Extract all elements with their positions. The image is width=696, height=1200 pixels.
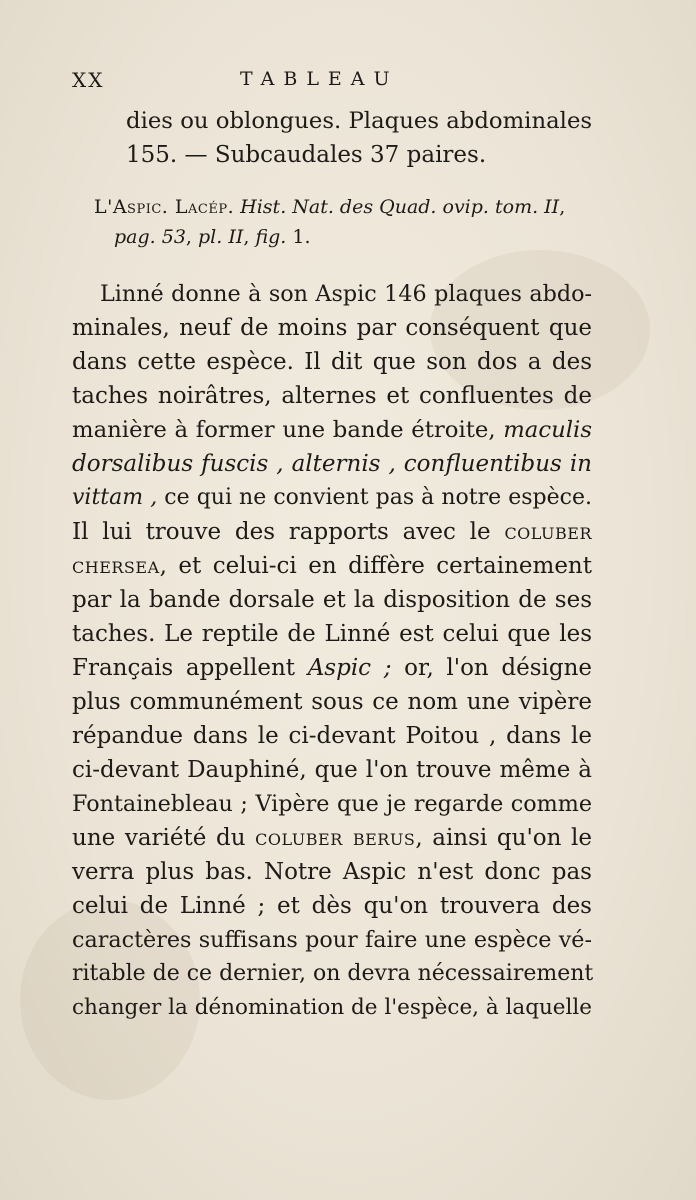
text-line: Linné donne à son Aspic 146 plaques abdo-: [100, 281, 592, 307]
text-line: [72, 651, 592, 685]
text-line: verra plus bas. Notre Aspic n'est donc pas: [72, 859, 592, 885]
text-line: celui de Linné ; et dès qu'on trouvera des: [72, 893, 592, 919]
citation-line: [94, 192, 582, 222]
text-line: taches. Le reptile de Linné est celui que les: [72, 621, 592, 647]
text-line: ritable de ce dernier, on devra nécessairement: [72, 961, 594, 986]
text-run: Français appellent: [72, 655, 296, 681]
citation-separator: ,: [243, 226, 250, 248]
text-line: [72, 413, 592, 447]
text-line: minales, neuf de moins par conséquent que: [72, 315, 592, 341]
text-run: une variété du: [72, 825, 246, 851]
citation-separator: ,: [559, 196, 566, 218]
text-run: Il lui trouve des rapports avec le: [72, 519, 491, 545]
text-line: plus communément sous ce nom une vipère: [72, 689, 592, 715]
text-run: , ainsi qu'on le: [415, 825, 593, 851]
citation-separator: ,: [185, 226, 192, 248]
text-line: changer la dénomination de l'espèce, à laquelle: [72, 995, 592, 1020]
running-title: TABLEAU: [240, 68, 399, 90]
text-run: ce qui ne convient pas à notre espèce.: [164, 485, 592, 510]
text-line: dies ou oblongues. Plaques abdominales: [126, 108, 593, 134]
text-line: dans cette espèce. Il dit que son dos a des: [72, 349, 592, 375]
text-line: taches noirâtres, alternes et confluentes de: [72, 383, 592, 409]
text-line: caractères suffisans pour faire une espèce vé-: [72, 927, 592, 953]
text-line: répandue dans le ci-devant Poitou , dans le: [72, 723, 592, 749]
text-line: [72, 481, 592, 515]
common-name: Aspic ;: [307, 655, 392, 681]
text-line: [72, 549, 592, 583]
text-run: or, l'on désigne: [404, 655, 593, 681]
citation-line: [114, 222, 602, 252]
species-name: chersea: [72, 553, 160, 579]
citation-plate: pl. II: [198, 226, 244, 248]
citation-author: L'Aspic. Lacép.: [94, 196, 235, 218]
citation-figure-number: 1.: [292, 226, 311, 248]
text-run: , et celui-ci en diffère certainement: [159, 553, 592, 579]
text-line: [72, 515, 592, 549]
latin-phrase-line: dorsalibus fuscis , alternis , confluentibus in: [72, 451, 592, 477]
species-name: coluber berus: [255, 825, 416, 851]
latin-phrase: maculis: [503, 417, 592, 443]
page-number: XX: [72, 68, 105, 92]
citation-work: Hist. Nat. des Quad. ovip. tom. II: [240, 196, 560, 218]
text-run: manière à former une bande étroite,: [72, 417, 496, 443]
running-head: [72, 68, 600, 102]
text-line: 155. — Subcaudales 37 paires.: [126, 142, 487, 168]
species-name: coluber: [504, 519, 593, 545]
text-line: par la bande dorsale et la disposition de ses: [72, 587, 592, 613]
citation-page: pag. 53: [114, 226, 186, 248]
latin-phrase: vittam ,: [72, 485, 158, 510]
citation-figure: fig.: [255, 226, 287, 248]
text-line: ci-devant Dauphiné, que l'on trouve même à: [72, 757, 592, 783]
text-line: Fontainebleau ; Vipère que je regarde comme: [72, 791, 592, 817]
text-line: [72, 821, 592, 855]
